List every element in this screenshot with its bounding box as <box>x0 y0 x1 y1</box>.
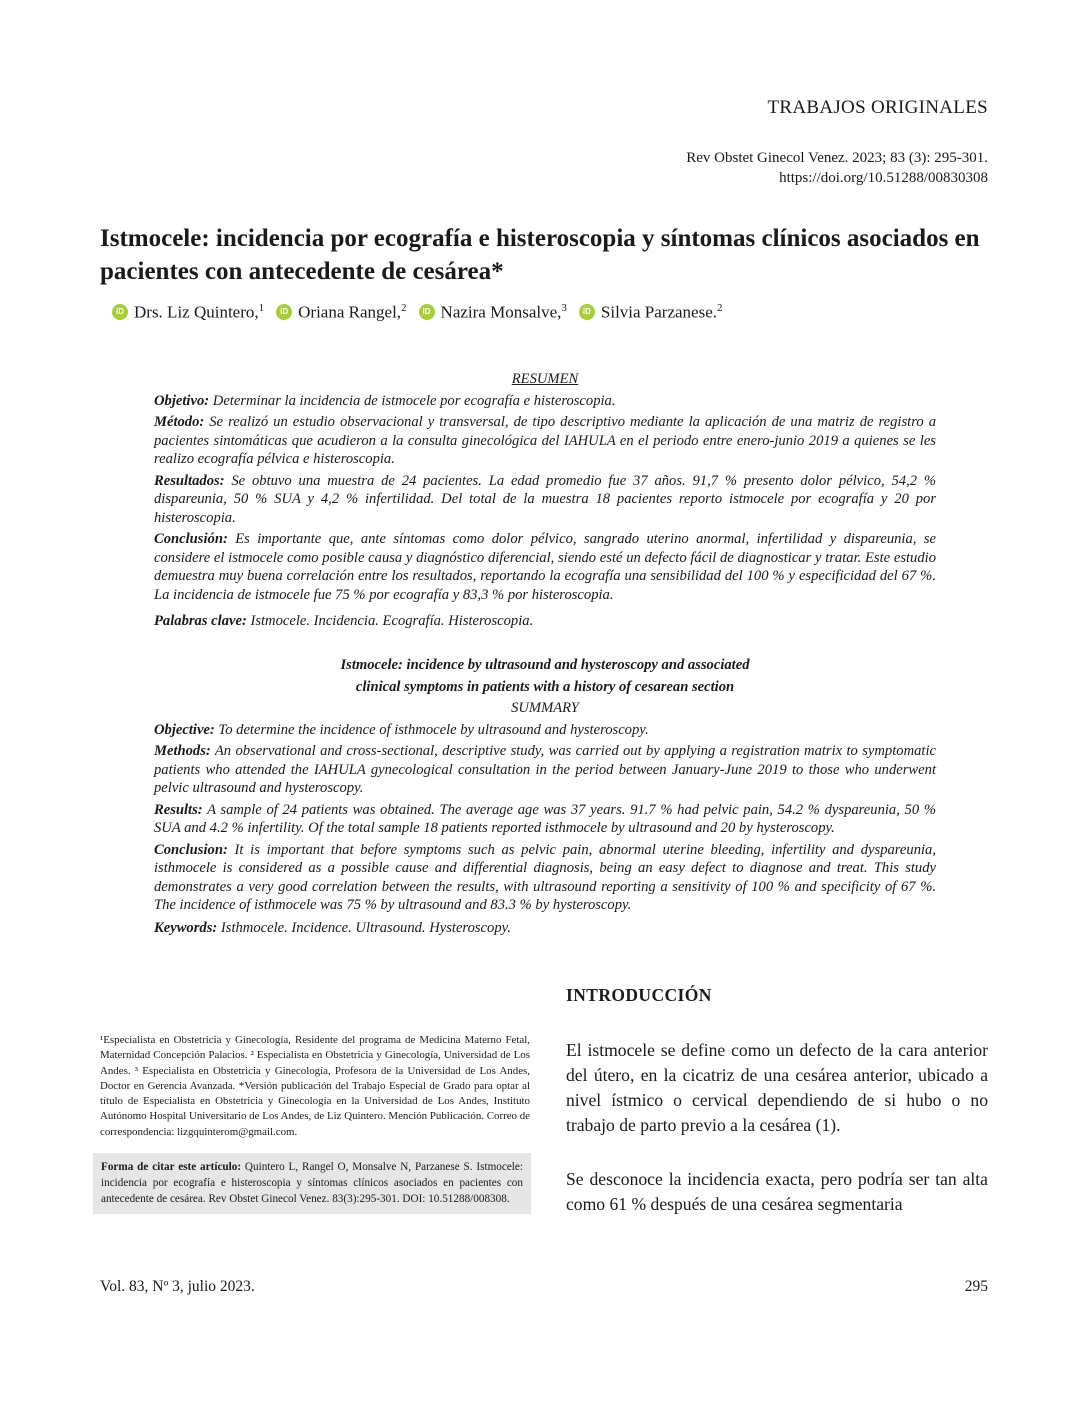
summary-conclusion: Conclusion: It is important that before symptoms such as pelvic pain, abnormal uterine bleeding, infertility and dyspareunia, isthmocele is considered as a possible cause and differential diagnosis, being an easy defect to diagnose and treat. This study demonstrates a very good correlation between the results, with ultrasound reporting a sensitivity of 100 % and specificity of 67 %. The incidence of isthmocele was 75 % by ultrasound and 83.3 % by hysteroscopy. <box>154 841 936 913</box>
author-name: Nazira Monsalve,$^3$ <box>440 302 567 322</box>
summary-methods: Methods: An observational and cross-sectional, descriptive study, was carried out by applying a registration matrix to symptomatic patients who attended the IAHULA gynecological consultation in the period between January-June 2019 to those who underwent pelvic ultrasound and hysteroscopy. <box>154 743 936 796</box>
summary-results: Results: A sample of 24 patients was obtained. The average age was 37 years. 91.7 % had pelvic pain, 54.2 % dyspareunia, 50 % SUA and 4.2 % infertility. Of the total sample 18 patients reported isthmocele by ultrasound and 20 by hysteroscopy. <box>154 801 936 836</box>
author-name: Oriana Rangel,$^2$ <box>298 302 407 322</box>
affiliation-footnote: ¹Especialista en Obstetricia y Ginecología, Residente del programa de Medicina Materno Fetal, Maternidad Concepción Palacios. ² Especialista en Obstetricia y Ginecología, Universidad de Los Andes. ³ Especialista en Obstetricia y Ginecología, Profesora de la Universidad de Los Andes, Doctor en Gerencia Avanzada. *Versión publicación del Trabajo Especial de Grado para optar al título de Especialista en Obstetricia y Ginecología en la Universidad de Los Andes, Instituto Autónomo Hospital Universitario de Los Andes, de Liz Quintero. Mención Publicación. Correo de correspondencia: lizgquinterom@gmail.com. <box>100 1034 530 1138</box>
resumen-resultados: Resultados: Se obtuvo una muestra de 24 pacientes. La edad promedio fue 37 años. 91,7 % presento dolor pélvico, 54,2 % dispareunia, 50 % SUA y 4,2 % infertilidad. Del total de la muestra 18 pacientes reporto istmocele por ecografía y 20 por histeroscopia. <box>154 472 936 526</box>
english-title-line: Istmocele: incidence by ultrasound and hysteroscopy and associated <box>340 657 750 673</box>
resumen-objetivo: Objetivo: Determinar la incidencia de istmocele por ecografía e histeroscopia. <box>154 392 616 409</box>
how-to-cite-text: Quintero L, Rangel O, Monsalve N, Parzanese S. Istmocele: incidencia por ecografía e histeroscopia y síntomas clínicos asociados en pacientes con antecedente de cesárea. Rev Obstet Ginecol Venez. 83(3):295-301. DOI: 10.51288/008308. <box>101 1161 523 1205</box>
resumen-metodo: Método: Se realizó un estudio observacional y transversal, de tipo descriptivo mediante la aplicación de una matriz de registro a pacientes sintomáticas que acudieron a la consulta ginecológica del IAHULA en el periodo entre enero-junio 2019 a quienes se les realizo ecografía pélvica e histeroscopia. <box>154 414 936 467</box>
orcid-icon[interactable]: iD <box>419 304 435 320</box>
summary-heading: SUMMARY <box>511 700 579 716</box>
how-to-cite-label: Forma de citar este artículo: <box>101 1161 242 1173</box>
author-name: Drs. Liz Quintero,$^1$ <box>134 302 265 322</box>
summary-objective: Objective: To determine the incidence of isthmocele by ultrasound and hysteroscopy. <box>154 721 649 738</box>
english-title-line: clinical symptoms in patients with a history of cesarean section <box>355 678 735 695</box>
section-label: TRABAJOS ORIGINALES <box>767 97 988 118</box>
author-list <box>112 302 735 323</box>
resumen-heading: RESUMEN <box>511 371 579 387</box>
orcid-icon[interactable]: iD <box>112 304 128 320</box>
orcid-icon[interactable]: iD <box>276 304 292 320</box>
summary-keywords: Keywords: Isthmocele. Incidence. Ultrasound. Hysteroscopy. <box>154 919 511 936</box>
page-number: 295 <box>964 1278 988 1295</box>
resumen-keywords: Palabras clave: Istmocele. Incidencia. Ecografía. Histeroscopia. <box>154 613 534 629</box>
journal-citation: Rev Obstet Ginecol Venez. 2023; 83 (3): 295-301. <box>686 150 988 166</box>
how-to-cite-box <box>93 1153 531 1214</box>
introduction-heading: INTRODUCCIÓN <box>566 985 712 1005</box>
footer-volume: Vol. 83, Nº 3, julio 2023. <box>100 1278 255 1295</box>
resumen-section <box>154 370 936 634</box>
orcid-icon[interactable]: iD <box>579 304 595 320</box>
article-title: Istmocele: incidencia por ecografía e histeroscopia y síntomas clínicos asociados en pacientes con antecedente de cesárea* <box>100 225 980 285</box>
resumen-conclusion: Conclusión: Es importante que, ante síntomas como dolor pélvico, sangrado uterino anormal, infertilidad y dispareunia, se considere el istmocele como posible causa y diagnóstico diferencial, siendo esté un defecto fácil de diagnosticar y tratar. Este estudio demuestra muy buena correlación entre los resultados, reportando la ecografía una sensibilidad del 100 % y especificidad del 67 %. La incidencia de istmocele fue 75 % por ecografía y 83,3 % por histeroscopia. <box>154 531 936 603</box>
journal-citation-block <box>686 148 988 188</box>
introduction-paragraph: El istmocele se define como un defecto de la cara anterior del útero, en la cicatriz de una cesárea anterior, ubicado a nivel ístmico o cervical dependiendo de si hubo o no trabajo de parto previo a la cesárea (1). <box>566 1040 988 1135</box>
author-name: Silvia Parzanese.$^2$ <box>600 302 723 322</box>
doi-link[interactable]: https://doi.org/10.51288/00830308 <box>779 170 988 186</box>
introduction-paragraph: Se desconoce la incidencia exacta, pero podría ser tan alta como 61 % después de una cesárea segmentaria <box>566 1169 988 1214</box>
summary-section <box>154 656 936 940</box>
